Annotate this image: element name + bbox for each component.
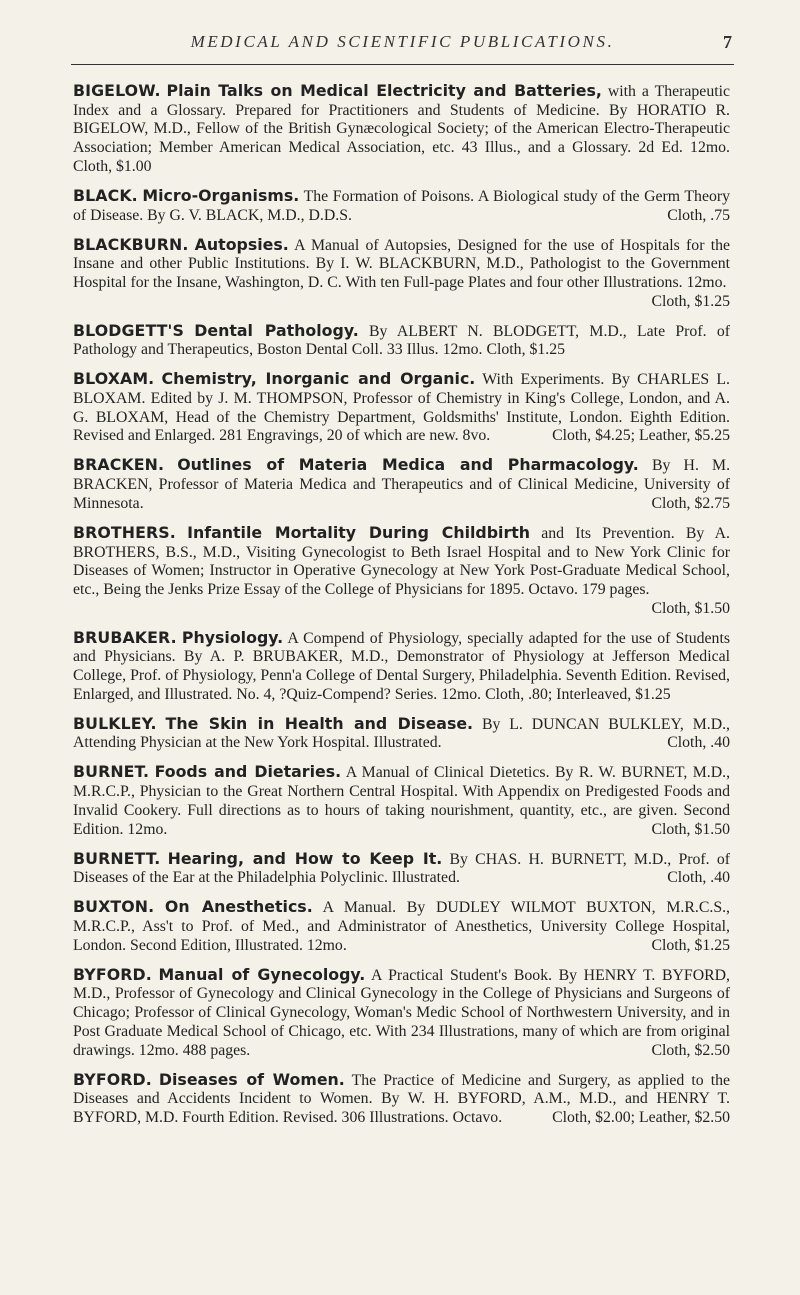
entry-price: Cloth, .40 xyxy=(667,869,730,887)
entry-description: The Practice of Medicine and Surgery, as applied to the Diseases and Accidents Incident to Women. By W. H. BYFORD, A.M., M.D., and HENRY T. BYFORD, M.D. Fourth Edition. Revised. 306 Illustrations. Octavo. xyxy=(73,1071,731,1126)
entry-price: Cloth, $1.50 xyxy=(651,599,730,617)
entry-author: BUXTON. xyxy=(73,897,155,917)
catalog-entry xyxy=(73,187,730,225)
entry-author: BURNET. xyxy=(73,762,150,782)
entry-description: A Manual of Clinical Dietetics. By R. W. BURNET, M.D., M.R.C.P., Physician to the Great Northern Central Hospital. With Appendix on Predigested Foods and Invalid Cookery. Full directions as to hours of taking nourishment, quantity, etc., are given. Second Edition. 12mo. xyxy=(73,764,731,838)
entry-title: On Anesthetics. xyxy=(164,897,313,917)
entry-title: Autopsies. xyxy=(194,234,289,254)
entry-title: The Skin in Health and Disease. xyxy=(165,713,474,733)
page-number: 7 xyxy=(723,32,732,52)
entry-description: By CHAS. H. BURNETT, M.D., Prof. of Diseases of the Ear at the Philadelphia Polyclinic. Illustrated. xyxy=(73,850,730,887)
catalog-entry xyxy=(73,629,730,705)
entry-description: A Compend of Physiology, specially adapted for the use of Students and Physicians. By A. P. BRUBAKER, M.D., Demonstrator of Physiology at Jefferson Medical College, Prof. of Physiology, Penn'a College of Dental Surgery, Philadelphia. Seventh Edition. Revised, Enlarged, and Illustrated. No. 4, ?Quiz-Compend? Series. 12mo. Cloth, .80; Interleaved, $1.25 xyxy=(73,629,730,703)
catalog-entry xyxy=(73,763,730,839)
entry-price: Cloth, .40 xyxy=(667,734,730,752)
entry-price: Cloth, .75 xyxy=(667,206,730,224)
catalog-entry xyxy=(73,1071,730,1128)
entry-title: Chemistry, Inorganic and Organic. xyxy=(161,369,476,389)
entry-title: Diseases of Women. xyxy=(158,1069,345,1089)
entry-title: Infantile Mortality During Childbirth xyxy=(187,522,531,542)
entry-title: Hearing, and How to Keep It. xyxy=(167,848,443,868)
entry-author: BLACK. xyxy=(73,185,138,205)
catalog-entry xyxy=(73,236,730,312)
entry-description: and Its Prevention. By A. BROTHERS, B.S., M.D., Visiting Gynecologist to Beth Israel Hospital and to New York Clinic for Diseases of Women; Instructor in Operative Gynecology at New York Post-Graduate Medical School, etc., Being the Jenks Prize Essay of the College of Physicians for 1895. Octavo. 179 pages. xyxy=(73,524,731,598)
entry-description: By H. M. BRACKEN, Professor of Materia Medica and Therapeutics and of Clinical Medicine, University of Minnesota. xyxy=(73,457,731,512)
entry-author: BLODGETT'S xyxy=(73,320,184,340)
entry-title: Physiology. xyxy=(181,627,284,647)
entry-price: Cloth, $1.50 xyxy=(651,820,730,838)
catalog-entry xyxy=(73,715,730,753)
entry-description: A Manual. By DUDLEY WILMOT BUXTON, M.R.C.S., M.R.C.P., Ass't to Prof. of Med., and Administrator of Anesthetics, University College Hospital, London. Second Edition, Illustrated. 12mo. xyxy=(73,899,731,954)
entry-description: By L. DUNCAN BULKLEY, M.D., Attending Physician at the New York Hospital. Illustrated. xyxy=(73,715,731,752)
entry-title: Micro-Organisms. xyxy=(142,185,300,205)
catalog-entry xyxy=(73,82,730,177)
catalog-entry xyxy=(73,898,730,955)
entry-author: BULKLEY. xyxy=(73,713,157,733)
entry-description: The Formation of Poisons. A Biological study of the Germ Theory of Disease. By G. V. BLACK, M.D., D.D.S. xyxy=(73,187,731,224)
entry-author: BLACKBURN. xyxy=(73,234,189,254)
entry-author: BYFORD. xyxy=(73,1069,152,1089)
entry-author: BURNETT. xyxy=(73,848,161,868)
entry-title: Plain Talks on Medical Electricity and Batteries, xyxy=(166,81,602,100)
catalog-entry xyxy=(73,370,730,446)
catalog-entry xyxy=(73,966,730,1061)
catalog-entry xyxy=(73,850,730,888)
entry-author: BRUBAKER. xyxy=(73,627,177,647)
entry-title: Manual of Gynecology. xyxy=(158,964,366,984)
entry-description: A Practical Student's Book. By HENRY T. BYFORD, M.D., Professor of Gynecology and Clinical Gynecology in the College of Physicians and Surgeons of Chicago; Professor of Clinical Gynecology, Woman's Medic School of Northwestern University, and in Post Graduate Medical School of Chicago, etc. With 234 Illustrations, many of which are from original drawings. 12mo. 488 pages. xyxy=(73,966,731,1059)
entry-price: Cloth, $2.75 xyxy=(651,494,730,512)
entry-price: Cloth, $2.50 xyxy=(651,1041,730,1059)
entry-title: Outlines of Materia Medica and Pharmacology. xyxy=(177,455,639,475)
entry-author: BROTHERS. xyxy=(73,522,176,542)
entry-price: Cloth, $1.25 xyxy=(651,292,730,310)
entry-price: Cloth, $4.25; Leather, $5.25 xyxy=(552,427,730,445)
entry-price: Cloth, $1.25 xyxy=(651,936,730,954)
entry-author: BRACKEN. xyxy=(73,455,165,475)
entry-author: BLOXAM. xyxy=(73,369,155,389)
running-header xyxy=(71,20,734,65)
entry-description: with a Therapeutic Index and a Glossary. Prepared for Practitioners and Students of Medicine. By HORATIO R. BIGELOW, M.D., Fellow of the British Gynæcological Society; of the American Electro-Therapeutic Association; Member American Medical Association, etc. 43 Illus., and a Glossary. 2d Ed. 12mo. Cloth, $1.00 xyxy=(73,83,731,175)
entry-price: Cloth, $2.00; Leather, $2.50 xyxy=(552,1108,730,1126)
page-title: MEDICAL AND SCIENTIFIC PUBLICATIONS. xyxy=(190,32,615,51)
entry-author: BYFORD. xyxy=(73,964,152,984)
entry-description: By ALBERT N. BLODGETT, M.D., Late Prof. of Pathology and Therapeutics, Boston Dental Coll. 33 Illus. 12mo. Cloth, $1.25 xyxy=(73,322,730,359)
catalog-entries xyxy=(73,82,730,1128)
entry-description: With Experiments. By CHARLES L. BLOXAM. Edited by J. M. THOMPSON, Professor of Chemistry in King's College, London, and A. G. BLOXAM, Head of the Chemistry Department, Goldsmiths' Institute, London. Eighth Edition. Revised and Enlarged. 281 Engravings, 20 of which are new. 8vo. xyxy=(73,371,731,445)
entry-description: A Manual of Autopsies, Designed for the use of Hospitals for the Insane and other Public Institutions. By I. W. BLACKBURN, M.D., Pathologist to the Government Hospital for the Insane, Washington, D. C. With ten Full-page Plates and four other Illustrations. 12mo. xyxy=(73,236,731,291)
catalog-entry xyxy=(73,322,730,360)
entry-title: Foods and Dietaries. xyxy=(154,762,342,782)
catalog-entry xyxy=(73,456,730,513)
entry-author: BIGELOW. xyxy=(73,81,161,100)
entry-title: Dental Pathology. xyxy=(194,320,359,340)
catalog-entry xyxy=(73,524,730,619)
